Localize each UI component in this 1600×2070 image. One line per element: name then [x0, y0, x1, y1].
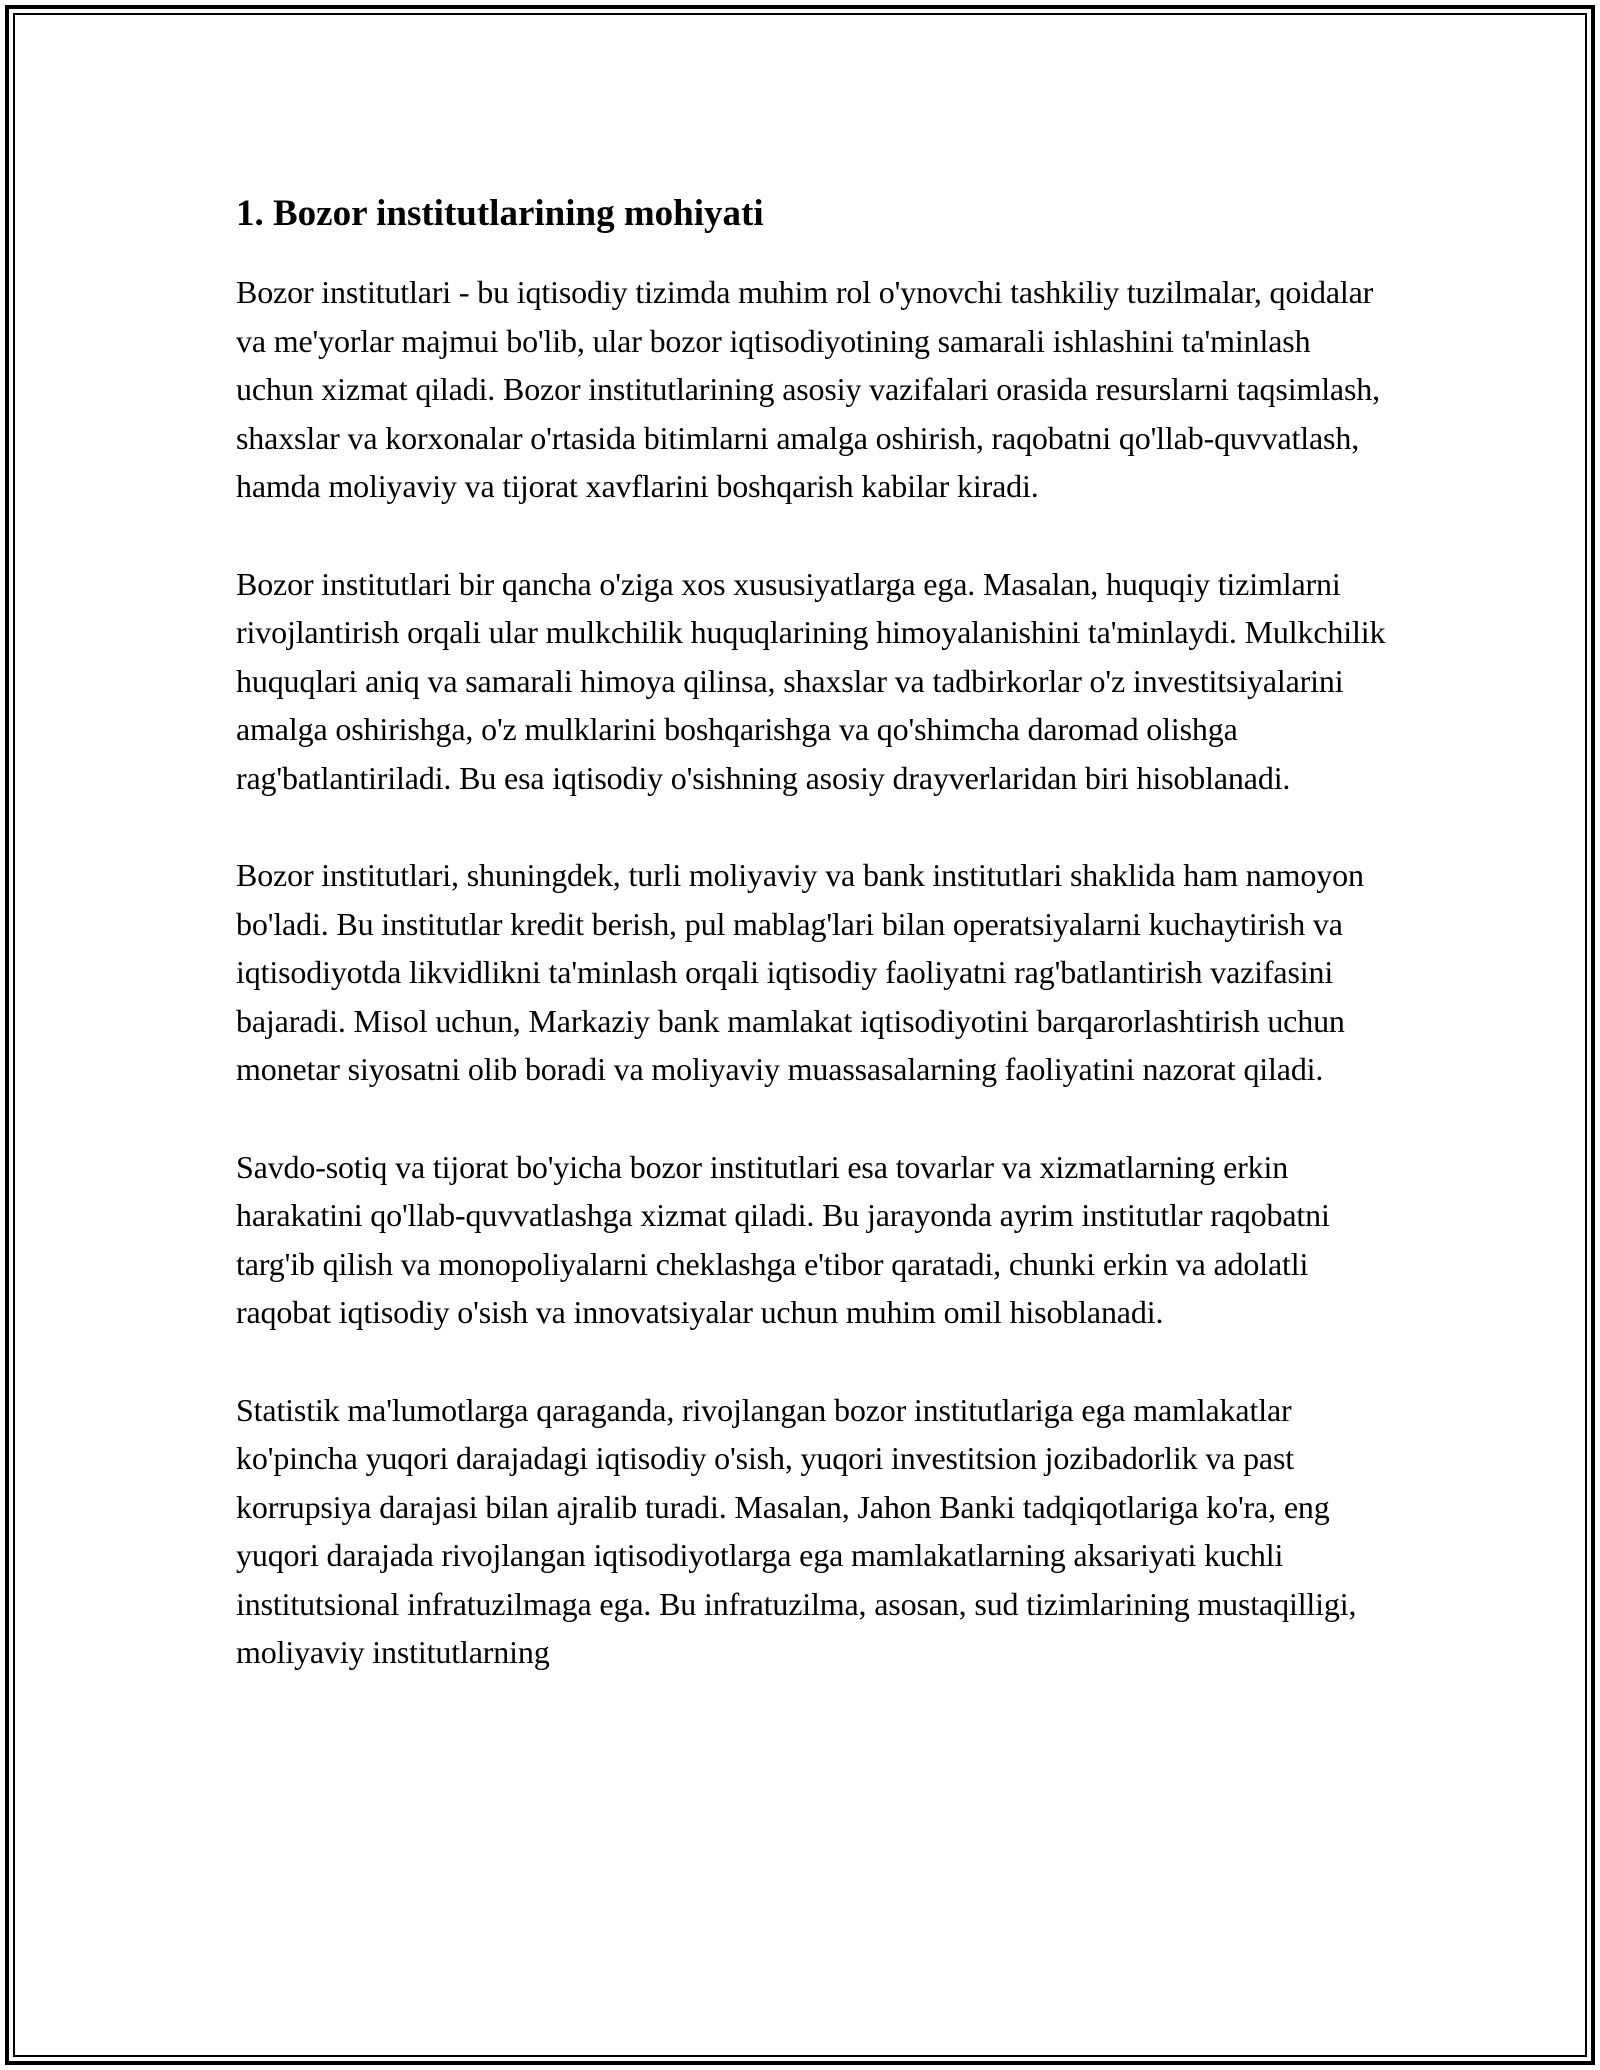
paragraph-1: Bozor institutlari - bu iqtisodiy tizimda muhim rol o'ynovchi tashkiliy tuzilmalar, qoidalar va me'yorlar majmui bo'lib, ular bozor iqtisodiyotining samarali ishlashini ta'minlash uchun xizmat qiladi. Bozor institutlarining asosiy vazifalari orasida resurslarni taqsimlash, shaxslar va korxonalar o'rtasida bitimlarni amalga oshirish, raqobatni qo'llab-quvvatlash, hamda moliyaviy va tijorat xavflarini boshqarish kabilar kiradi.	[236, 274, 1380, 504]
document-body	[236, 190, 1386, 1726]
section-heading: 1. Bozor institutlarining mohiyati	[236, 193, 764, 234]
paragraph-5: Statistik ma'lumotlarga qaraganda, rivojlangan bozor institutlariga ega mamlakatlar ko'pincha yuqori darajadagi iqtisodiy o'sish, yuqori investitsion jozibadorlik va past korrupsiya darajasi bilan ajralib turadi. Masalan, Jahon Banki tadqiqotlariga ko'ra, eng yuqori darajada rivojlangan iqtisodiyotlarga ega mamlakatlarning aksariyati kuchli institutsional infratuzilmaga ega. Bu infratuzilma, asosan, sud tizimlarining mustaqilligi, moliyaviy institutlarning	[236, 1391, 1357, 1670]
paragraph-3: Bozor institutlari, shuningdek, turli moliyaviy va bank institutlari shaklida ham namoyon bo'ladi. Bu institutlar kredit berish, pul mablag'lari bilan operatsiyalarni kuchaytirish va iqtisodiyotda likvidlikni ta'minlash orqali iqtisodiy faoliyatni rag'batlantirish vazifasini bajaradi. Misol uchun, Markaziy bank mamlakat iqtisodiyotini barqarorlashtirish uchun monetar siyosatni olib boradi va moliyaviy muassasalarning faoliyatini nazorat qiladi.	[236, 857, 1364, 1087]
paragraph-2: Bozor institutlari bir qancha o'ziga xos xususiyatlarga ega. Masalan, huquqiy tizimlarni rivojlantirish orqali ular mulkchilik huquqlarining himoyalanishini ta'minlaydi. Mulkchilik huquqlari aniq va samarali himoya qilinsa, shaxslar va tadbirkorlar o'z investitsiyalarini amalga oshirishga, o'z mulklarini boshqarishga va qo'shimcha daromad olishga rag'batlantiriladi. Bu esa iqtisodiy o'sishning asosiy drayverlaridan biri hisoblanadi.	[236, 565, 1386, 796]
paragraph-4: Savdo-sotiq va tijorat bo'yicha bozor institutlari esa tovarlar va xizmatlarning erkin harakatini qo'llab-quvvatlashga xizmat qiladi. Bu jarayonda ayrim institutlar raqobatni targ'ib qilish va monopoliyalarni cheklashga e'tibor qaratadi, chunki erkin va adolatli raqobat iqtisodiy o'sish va innovatsiyalar uchun muhim omil hisoblanadi.	[236, 1148, 1330, 1330]
